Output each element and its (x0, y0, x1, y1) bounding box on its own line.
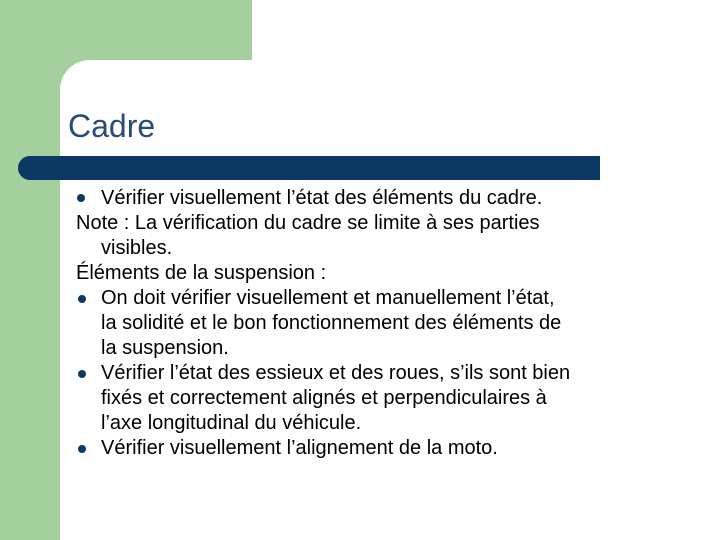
note-text: Note : La vérification du cadre se limite à ses parties (76, 212, 540, 234)
list-item (76, 361, 676, 386)
slide-body (76, 186, 676, 461)
list-item-text: fixés et correctement alignés et perpendiculaires à (101, 387, 547, 409)
list-item-text: Vérifier l’état des essieux et des roues, s’ils sont bien (101, 362, 571, 384)
bullet-icon (78, 445, 86, 453)
list-item-continued (76, 311, 676, 336)
list-item-text: On doit vérifier visuellement et manuellement l’état, (101, 287, 555, 309)
note-line-continued (76, 236, 676, 261)
list-item-text: l’axe longitudinal du véhicule. (101, 412, 362, 434)
list-item-continued (76, 411, 676, 436)
list-item (76, 436, 676, 461)
list-item (76, 286, 676, 311)
list-item-text: la suspension. (101, 337, 229, 359)
slide-title: Cadre (68, 108, 156, 144)
list-item-text: Vérifier visuellement l’état des éléments du cadre. (101, 187, 543, 209)
bullet-icon (78, 295, 86, 303)
list-item-text: Vérifier visuellement l’alignement de la moto. (101, 437, 498, 459)
title-underline-bar (18, 156, 600, 180)
bullet-icon (77, 194, 85, 202)
note-line (76, 211, 676, 236)
list-item-text: la solidité et le bon fonctionnement des éléments de (101, 312, 562, 334)
note-text-continued: visibles. (101, 237, 173, 259)
section-heading-text: Éléments de la suspension : (76, 262, 327, 284)
list-item-continued (76, 386, 676, 411)
list-item (76, 186, 676, 211)
list-item-continued (76, 336, 676, 361)
bullet-icon (78, 370, 86, 378)
section-heading (76, 261, 676, 286)
decor-green-strip (0, 0, 60, 540)
